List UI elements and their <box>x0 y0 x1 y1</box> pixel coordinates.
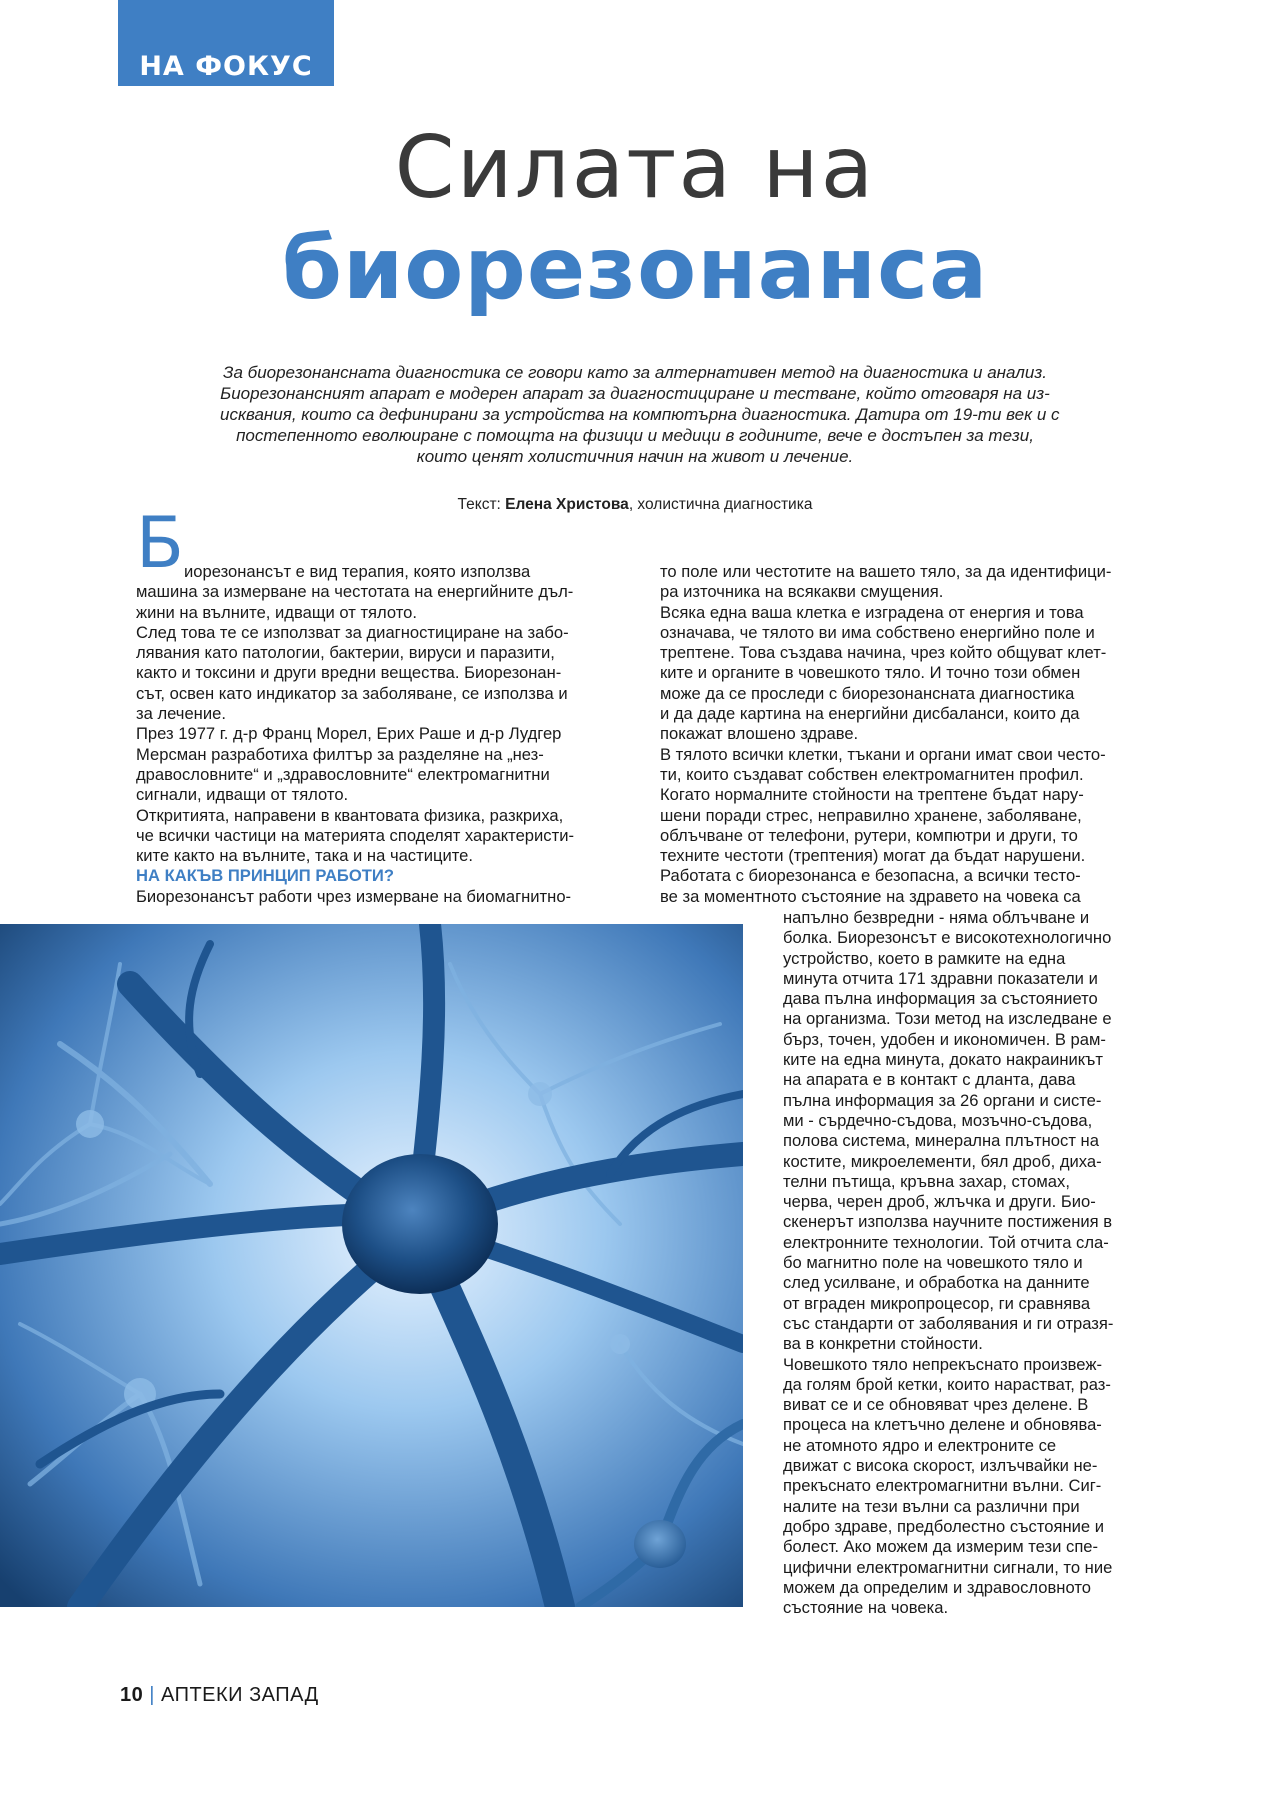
body-text-line: ва в конкретни стойности. <box>783 1334 983 1354</box>
body-text-line: След това те се използват за диагностициране на забо- <box>136 622 569 642</box>
body-text-line: шени поради стрес, неправилно хранене, заболяване, <box>660 805 1082 825</box>
body-text-line: да голям брой кетки, които нарастват, раз- <box>783 1374 1111 1394</box>
body-text-line: дава пълна информация за състоянието <box>783 989 1098 1009</box>
body-text-line: През 1977 г. д-р Франц Морел, Ерих Раше и д-р Лудгер <box>136 724 562 744</box>
text-column-1 <box>136 562 616 907</box>
body-text-line: процеса на клетъчно делене и обновява- <box>783 1415 1102 1435</box>
body-text-line: цифични електромагнитни сигнали, то ние <box>783 1557 1113 1577</box>
byline-suffix: , холистична диагностика <box>628 496 813 513</box>
body-text-line: трептене. Това създава начина, чрез който общуват клет- <box>660 643 1107 663</box>
text-column-2 <box>660 562 1130 907</box>
lead-line: които ценят холистичния начин на живот и лечение. <box>416 447 854 466</box>
body-text-line: то поле или честотите на вашето тяло, за да идентифици- <box>660 562 1112 581</box>
body-text-line: минута отчита 171 здравни показатели и <box>783 968 1098 988</box>
byline-author: Елена Христова <box>505 496 629 513</box>
body-text-line: техните честоти (трептения) могат да бъдат нарушени. <box>660 846 1086 866</box>
body-text-line: В тялото всички клетки, тъкани и органи имат свои често- <box>660 744 1106 764</box>
body-text-line: устройство, което в рамките на една <box>783 948 1066 968</box>
body-text-line: бо магнитно поле на човешкото тяло и <box>783 1253 1083 1273</box>
page-number: 10 <box>120 1684 144 1706</box>
body-text-line: ките и органите в човешкото тяло. И точно този обмен <box>660 663 1081 683</box>
body-text-line: електронните технологии. Той отчита сла- <box>783 1232 1109 1252</box>
magazine-name: АПТЕКИ ЗАПАД <box>160 1684 319 1706</box>
body-text-line: със стандарти от заболявания и ги отразя- <box>783 1313 1114 1333</box>
body-text-line: на организма. Този метод на изследване е <box>783 1009 1112 1029</box>
body-text-line: лявания като патологии, бактерии, вируси и паразити, <box>136 643 555 663</box>
article-title-line2: биорезонанса <box>281 219 989 319</box>
body-text-line: ти, които създават собствен електромагнитен профил. <box>660 764 1084 784</box>
body-text-line: ките на една минута, докато накраиникът <box>783 1050 1104 1070</box>
body-text-line: напълно безвредни - няма облъчване и <box>783 908 1090 927</box>
lead-line: Биорезонансният апарат е модерен апарат за диагностициране и тестване, който отговаря на из- <box>220 384 1050 403</box>
lead-line: За биорезонансната диагностика се говори като за алтернативен метод на диагностика и анализ. <box>223 363 1047 382</box>
page-footer <box>120 1684 319 1707</box>
body-text-line: Когато нормалните стойности на трептене бъдат нару- <box>660 785 1084 805</box>
body-text-line: че всички частици на материята споделят характеристи- <box>136 825 574 845</box>
body-text-line: иорезонансът е вид терапия, която използва <box>184 562 531 581</box>
article-title-line1: Силата на <box>394 118 876 218</box>
body-text-line: телни пътища, кръвна захар, стомах, <box>783 1171 1070 1191</box>
body-text-line: облъчване от телефони, рутери, компютри и други, то <box>660 825 1078 845</box>
body-text-line: не атомното ядро и електроните се <box>783 1435 1057 1455</box>
body-text-line: може да се проследи с биорезонансната диагностика <box>660 683 1075 703</box>
body-text-line: полова система, минерална плътност на <box>783 1131 1099 1151</box>
body-text-line: сигнали, идващи от тялото. <box>136 785 349 805</box>
body-text-line: костите, микроелементи, бял дроб, диха- <box>783 1151 1102 1171</box>
body-text-line: означава, че тялото ви има собствено енергийно поле и <box>660 622 1095 642</box>
section-tab: НА ФОКУС <box>118 0 334 86</box>
body-text-line: ките както на вълните, така и на частиците. <box>136 846 474 866</box>
body-text-line: Човешкото тяло непрекъснато произвеж- <box>783 1354 1102 1374</box>
body-text-line: от вграден микропроцесор, ги сравнява <box>783 1293 1091 1313</box>
article-lead <box>220 362 1060 467</box>
drop-cap: Б <box>136 502 185 584</box>
body-text-line: бърз, точен, удобен и икономичен. В рам- <box>783 1029 1106 1049</box>
text-column-3 <box>783 908 1128 1618</box>
body-text-line: покажат влошено здраве. <box>660 724 859 744</box>
neuron-icon <box>0 924 743 1607</box>
body-text-line: ми - сърдечно-съдова, мозъчно-съдова, <box>783 1110 1093 1130</box>
body-text-line: болест. Ако можем да измерим тези спе- <box>783 1537 1099 1557</box>
lead-line: постепенното еволюиране с помощта на физици и медици в годините, вече е достъпен за тези, <box>236 426 1034 445</box>
subheading: НА КАКЪВ ПРИНЦИП РАБОТИ? <box>136 866 394 886</box>
body-text-line: Всяка една ваша клетка е изградена от енергия и това <box>660 602 1084 622</box>
footer-separator: | <box>149 1684 155 1706</box>
body-text-line: състояние на човека. <box>783 1598 949 1618</box>
body-text-line: пълна информация за 26 органи и систе- <box>783 1090 1102 1110</box>
body-text-line: добро здраве, предболестно състояние и <box>783 1516 1105 1536</box>
body-text-line: на апарата е в контакт с дланта, дава <box>783 1070 1076 1090</box>
body-text-line: сът, освен като индикатор за заболяване, се използва и <box>136 683 568 703</box>
body-text-line: за лечение. <box>136 704 226 724</box>
body-text-line: болка. Биорезонсът е високотехнологично <box>783 928 1112 948</box>
body-text-line: ра източника на всякакви смущения. <box>660 582 944 602</box>
body-text-line: движат с висока скорост, излъчвайки не- <box>783 1456 1098 1476</box>
body-text-line: след усилване, и обработка на данните <box>783 1273 1090 1293</box>
body-text-line: машина за измерване на честотата на енергийните дъл- <box>136 582 574 602</box>
body-text-line: Откритията, направени в квантовата физика, разкриха, <box>136 805 564 825</box>
body-text-line: налите на тези вълни са различни при <box>783 1496 1080 1516</box>
body-text-line: жини на вълните, идващи от тялото. <box>136 602 418 622</box>
body-text-line: Мерсман разработиха филтър за разделяне на „нез- <box>136 744 544 764</box>
body-text-line: Биорезонансът работи чрез измерване на биомагнитно- <box>136 886 572 906</box>
body-text-line: можем да определим и здравословното <box>783 1577 1091 1597</box>
body-text-line: черва, черен дроб, жлъчка и други. Био- <box>783 1192 1096 1212</box>
body-text-line: прекъснато електромагнитни вълни. Сиг- <box>783 1476 1102 1496</box>
neuron-illustration <box>0 924 743 1607</box>
body-text-line: Работата с биорезонанса е безопасна, а всички тесто- <box>660 866 1081 886</box>
body-text-line: както и токсини и други вредни вещества. Биорезонан- <box>136 663 562 683</box>
body-text-line: ве за моментното състояние на здравето на човека са <box>660 886 1081 906</box>
body-text-line: виват се и се обновяват чрез делене. В <box>783 1395 1089 1415</box>
byline <box>0 496 1270 514</box>
lead-line: исквания, които са дефинирани за устройства на компютърна диагностика. Датира от 19-ти век и с <box>220 405 1060 424</box>
body-text-line: дравословните“ и „здравословните“ електромагнитни <box>136 764 550 784</box>
byline-prefix: Текст: <box>457 496 506 513</box>
body-text-line: скенерът използва научните постижения в <box>783 1212 1113 1232</box>
body-text-line: и да даде картина на енергийни дисбаланси, които да <box>660 704 1080 724</box>
